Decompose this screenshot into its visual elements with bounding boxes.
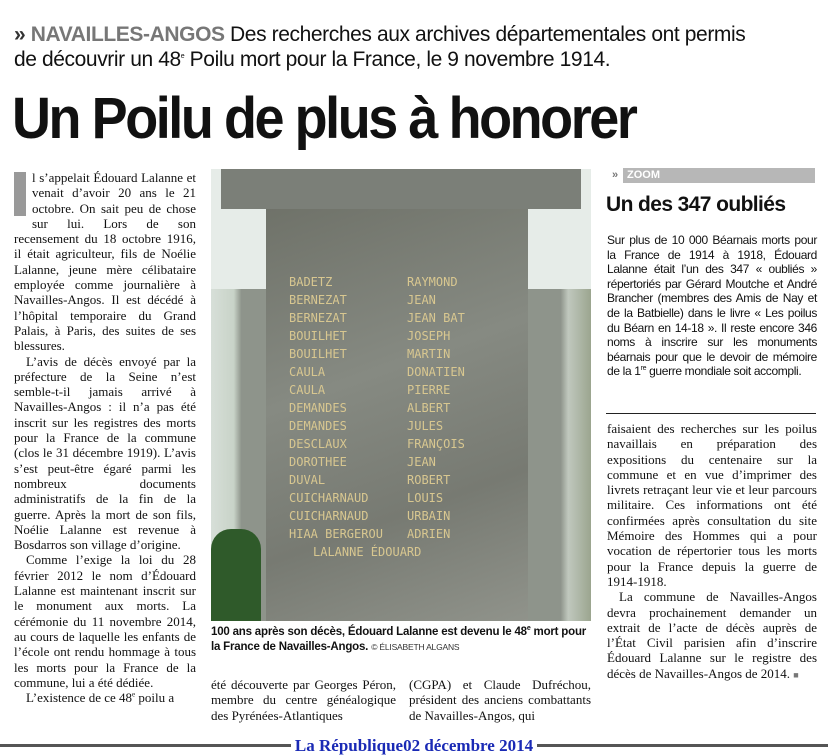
memorial-forename: ROBERT xyxy=(407,473,451,487)
tree xyxy=(211,529,261,621)
article-column-3 xyxy=(409,677,591,723)
sidebar-divider xyxy=(606,413,816,414)
memorial-surname: CAULA xyxy=(289,365,326,379)
memorial-name-row xyxy=(289,327,529,345)
photo-credit: © ÉLISABETH ALGANS xyxy=(371,642,460,652)
paragraph-3: Comme l’exige la loi du 28 février 2012 le nom d’Édouard Lalanne est maintenant inscrit sur le monument aux morts. La cérémonie du 11 novembre 2014, au cours de laquelle les enfants de l’école ont rendu hommage à tous les morts pour la France de la commune, lui a été dédiée. xyxy=(14,552,196,690)
memorial-forename: ALBERT xyxy=(407,401,451,415)
memorial-forename: ADRIEN xyxy=(407,527,451,541)
memorial-surname: BERNEZAT xyxy=(289,293,347,307)
memorial-name-row xyxy=(289,309,529,327)
article-column-4 xyxy=(607,421,817,683)
memorial-name-row xyxy=(289,525,529,543)
headline: Un Poilu de plus à honorer xyxy=(12,86,636,151)
memorial-name-row xyxy=(289,417,529,435)
memorial-surname: BERNEZAT xyxy=(289,311,347,325)
paragraph-2: L’avis de décès envoyé par la préfecture de la Seine n’est semble-t-il jamais arrivé à Navailles-Angos : il n’a pas été inscrit sur les registres des morts pour la France de la commune (clos le 31 décembre 1919). L’avis s’est peut-être égaré parmi les nombreux documents administratifs de la fin de la guerre. Après la mort de son fils, Noélie Lalanne est revenue à Bosdarros son village d’origine. xyxy=(14,353,196,553)
column-3-text: (CGPA) et Claude Dufréchou, président des anciens combattants de Navailles-Angos, qui xyxy=(409,677,591,723)
memorial-name-row xyxy=(289,291,529,309)
memorial-forename: JEAN xyxy=(407,455,436,469)
memorial-name-row xyxy=(289,381,529,399)
memorial-forename: JOSEPH xyxy=(407,329,451,343)
sidebar-title: Un des 347 oubliés xyxy=(606,193,786,216)
memorial-surname: DOROTHEE xyxy=(289,455,347,469)
memorial-name-row xyxy=(289,273,529,291)
memorial-forename: PIERRE xyxy=(407,383,451,397)
memorial-name-lalanne: LALANNE ÉDOUARD xyxy=(313,545,422,559)
memorial-surname: DUVAL xyxy=(289,473,326,487)
article-column-2 xyxy=(211,677,396,723)
zoom-arrow-icon: » xyxy=(607,168,623,183)
memorial-forename: JULES xyxy=(407,419,444,433)
memorial-surname: BOUILHET xyxy=(289,329,347,343)
memorial-surname: CUICHARNAUD xyxy=(289,509,369,523)
zoom-tag: » ZOOM xyxy=(607,168,815,183)
memorial-surname: DESCLAUX xyxy=(289,437,347,451)
memorial-name-row xyxy=(289,345,529,363)
memorial-surname: BADETZ xyxy=(289,275,333,289)
memorial-forename: URBAIN xyxy=(407,509,451,523)
memorial-surname: DEMANDES xyxy=(289,401,347,415)
memorial-name-row xyxy=(289,471,529,489)
memorial-name-row xyxy=(289,507,529,525)
kicker-line1: Des recherches aux archives départementales ont permis xyxy=(230,23,746,46)
memorial-forename: MARTIN xyxy=(407,347,451,361)
kicker xyxy=(14,22,814,72)
memorial-forename: FRANÇOIS xyxy=(407,437,465,451)
memorial-surname: CUICHARNAUD xyxy=(289,491,369,505)
end-mark-icon: ■ xyxy=(793,669,799,680)
kicker-place: NAVAILLES-ANGOS xyxy=(30,23,225,46)
paragraph-1: l s’appelait Édouard Lalanne et venait d’avoir 20 ans le 21 octobre. On sait peu de chose sur lui. Lors de son recensement du 18 octobre 1916, il était agriculteur, fils de Noélie Lalanne, jeune mère célibataire employée comme journalière à Navailles-Angos. Il est décédé à l’hôpital temporaire du Grand Palais, à Paris, des suites de ses blessures. xyxy=(14,170,196,354)
article-column-1 xyxy=(14,170,196,705)
sidebar-body: Sur plus de 10 000 Béarnais morts pour la France de 1914 à 1918, Édouard Lalanne était l’un des 347 « oubliés » répertoriés par Gérard Moutche et André Brancher (membres des Amis de Nay et de la Batbielle) dans le livre « Les poilus du Béarn en 14-18 ». Il reste encore 346 noms à inscrire sur les monuments béarnais pour que le devoir de mémoire de la 1re guerre mondiale soit accompli. xyxy=(607,233,817,379)
paragraph-4: L’existence de ce 48e poilu a xyxy=(26,690,175,706)
footer-source: La République02 décembre 2014 xyxy=(0,736,828,756)
memorial-name-row xyxy=(289,489,529,507)
memorial-forename: JEAN BAT xyxy=(407,311,465,325)
memorial-forename: JEAN xyxy=(407,293,436,307)
photo-caption: 100 ans après son décès, Édouard Lalanne est devenu le 48e mort pour la France de Navailles-Angos. © ÉLISABETH ALGANS xyxy=(211,625,587,653)
memorial-surname: HIAA BERGEROU xyxy=(289,527,383,541)
memorial-forename: DONATIEN xyxy=(407,365,465,379)
memorial-surname: CAULA xyxy=(289,383,326,397)
paragraph-6: La commune de Navailles-Angos devra prochainement demander un extrait de l’acte de décès auprès de l’État Civil parisien afin d’inscrire Édouard Lalanne sur le registre des décès de Navailles-Angos de 2014. ■ xyxy=(607,589,817,681)
memorial-name-row xyxy=(289,399,529,417)
paragraph-5: faisaient des recherches sur les poilus navaillais en préparation des expositions du centenaire sur la commune et en vue d’imprimer des livrets retraçant leur vie et leur parcours militaire. Ces informations ont été confirmées après consultation du site Mémoire des Hommes qui a pour vocation de répertorier tous les morts pour la France depuis la guerre de 1914-1918. xyxy=(607,421,817,589)
memorial-forename: RAYMOND xyxy=(407,275,458,289)
kicker-line2: de découvrir un 48e Poilu mort pour la France, le 9 novembre 1914. xyxy=(14,48,611,71)
memorial-surname: DEMANDES xyxy=(289,419,347,433)
column-2-text: été découverte par Georges Péron, membre du centre généalogique des Pyrénées-Atlantiques xyxy=(211,677,396,723)
memorial-name-row xyxy=(289,453,529,471)
memorial-forename: LOUIS xyxy=(407,491,444,505)
memorial-name-row xyxy=(289,363,529,381)
memorial-surname: BOUILHET xyxy=(289,347,347,361)
memorial-name-row xyxy=(289,435,529,453)
memorial-names xyxy=(289,273,529,561)
kicker-arrows: » xyxy=(14,23,26,46)
drop-cap xyxy=(14,172,26,216)
monument-photo xyxy=(211,169,591,621)
